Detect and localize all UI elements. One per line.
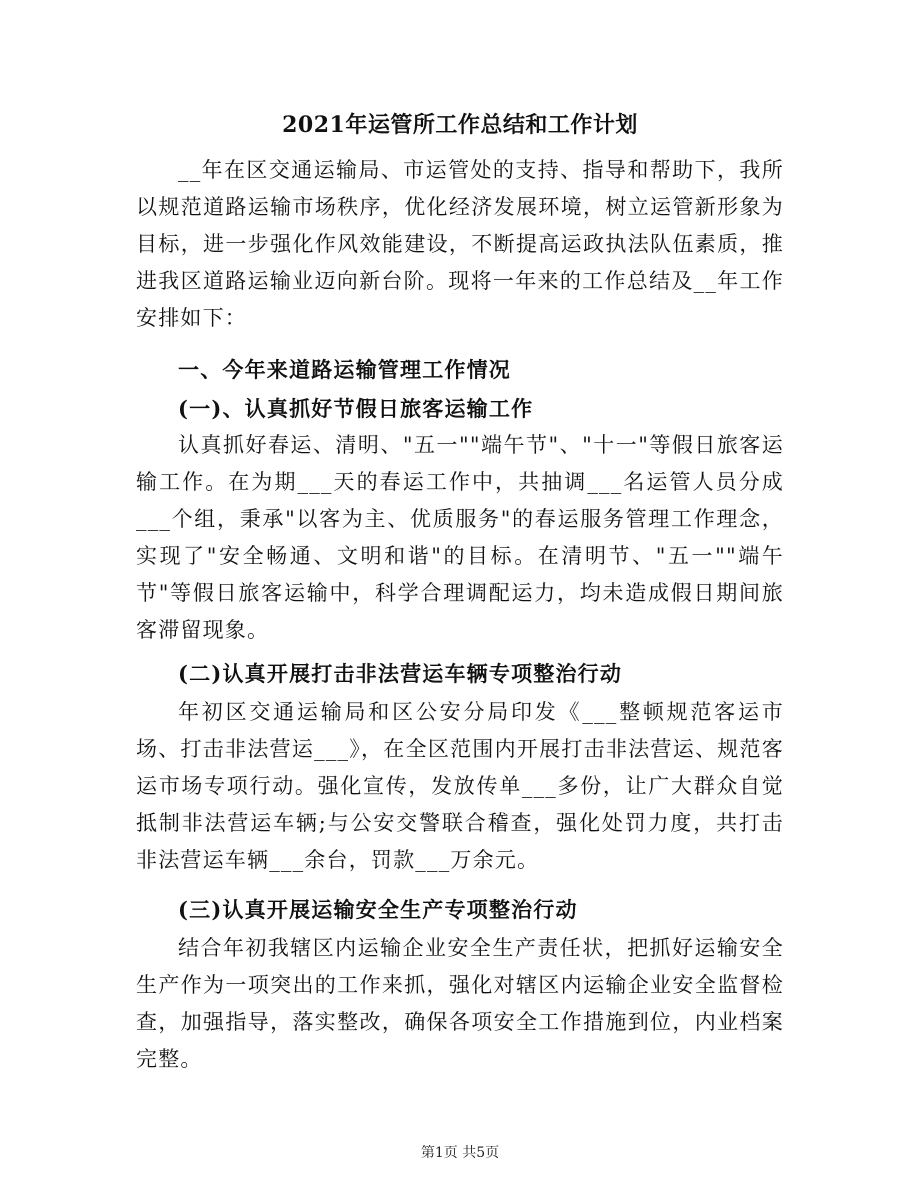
subsection-paragraph-3: 结合年初我辖区内运输企业安全生产责任状，把抓好运输安全生产作为一项突出的工作来抓，强化对辖区内运输企业安全监督检查，加强指导，落实整改，确保各项安全工作措施到位，内业档案完整。 (136, 936, 784, 1071)
intro-paragraph: __年在区交通运输局、市运管处的支持、指导和帮助下，我所以规范道路运输市场秩序，优化经济发展环境，树立运管新形象为目标，进一步强化作风效能建设，不断提高运政执法队伍素质，推进我区道路运输业迈向新台阶。现将一年来的工作总结及__年工作安排如下： (136, 158, 784, 330)
page-title: 2021年运管所工作总结和工作计划 (282, 112, 638, 138)
subsection-paragraph-2: 年初区交通运输局和区公安分局印发《___整顿规范客运市场、打击非法营运___》，在全区范围内开展打击非法营运、规范客运市场专项行动。强化宣传，发放传单___多份，让广大群众自觉抵制非法营运车辆;与公安交警联合稽查，强化处罚力度，共打击非法营运车辆___余台，罚款___万余元。 (136, 700, 784, 872)
page-number: 第1页 共5页 (420, 1145, 500, 1161)
subsection-heading-1: (一)、认真抓好节假日旅客运输工作 (178, 396, 534, 421)
subsection-heading-3: (三)认真开展运输安全生产专项整治行动 (178, 897, 578, 922)
section-heading-1: 一、今年来道路运输管理工作情况 (178, 357, 511, 382)
subsection-heading-2: (二)认真开展打击非法营运车辆专项整治行动 (178, 661, 623, 686)
subsection-paragraph-1: 认真抓好春运、清明、"五一""端午节"、"十一"等假日旅客运输工作。在为期___天的春运工作中，共抽调___名运管人员分成___个组，秉承"以客为主、优质服务"的春运服务管理工作理念，实现了"安全畅通、文明和谐"的目标。在清明节、"五一""端午节"等假日旅客运输中，科学合理调配运力，均未造成假日期间旅客滞留现象。 (136, 433, 784, 642)
document-body (136, 152, 784, 1078)
